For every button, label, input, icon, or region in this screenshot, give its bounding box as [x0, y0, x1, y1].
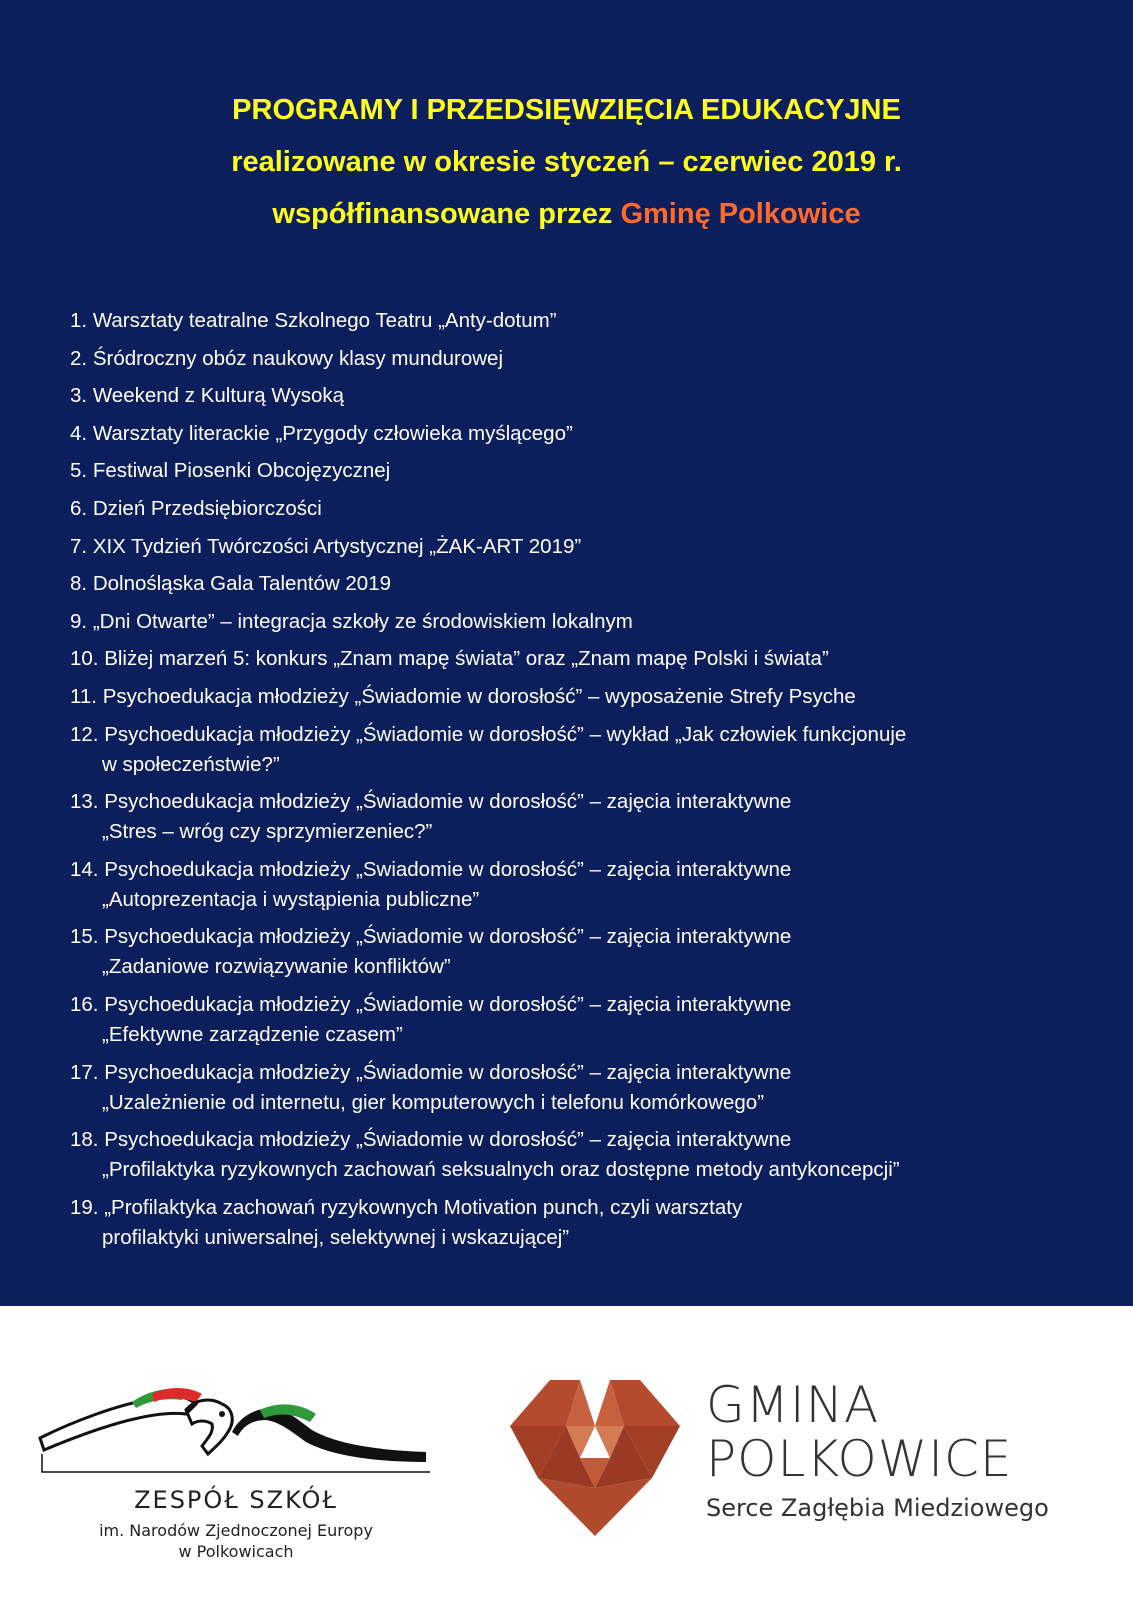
list-item-continuation: „Autoprezentacja i wystąpienia publiczne” [102, 887, 480, 911]
list-item [70, 381, 1070, 411]
list-item [70, 1193, 1070, 1253]
list-item-number: 6. [70, 496, 88, 520]
gmina-name-line-2: POLKOWICE [706, 1430, 1013, 1488]
list-item [70, 990, 1070, 1050]
list-item-number: 10. [70, 647, 99, 671]
list-item-number: 12. [70, 722, 99, 746]
heading-line-3-prefix: współfinansowane przez [272, 198, 613, 230]
list-item [70, 456, 1070, 486]
list-item-text: Bliżej marzeń 5: konkurs „Znam mapę świata” oraz „Znam mapę Polski i świata” [104, 647, 829, 671]
list-item-number: 19. [70, 1195, 99, 1219]
list-item-number: 8. [70, 572, 88, 596]
list-item [70, 1125, 1070, 1185]
footer [0, 1306, 1133, 1602]
school-subtitle-line-2: w Polkowicach [178, 1542, 294, 1561]
heading-line-1: PROGRAMY I PRZEDSIĘWZIĘCIA EDUKACYJNE [232, 94, 901, 126]
list-item-number: 15. [70, 925, 99, 949]
list-item [70, 855, 1070, 915]
heading-line-3 [0, 188, 1133, 240]
list-item-text: Psychoedukacja młodzieży „Świadomie w dorosłość” – zajęcia interaktywne [104, 1060, 792, 1084]
school-logo [36, 1380, 436, 1590]
list-item-text: Psychoedukacja młodzieży „Świadomie w dorosłość” – zajęcia interaktywne [104, 1128, 792, 1152]
list-item-text: XIX Tydzień Twórczości Artystycznej „ŻAK-ART 2019” [92, 534, 582, 558]
list-item-continuation: „Zadaniowe rozwiązywanie konfliktów” [102, 955, 451, 979]
list-item-continuation: „Stres – wróg czy sprzymierzeniec?” [102, 820, 433, 844]
list-item-text: Warsztaty literackie „Przygody człowieka myślącego” [92, 421, 573, 445]
list-item-number: 14. [70, 857, 99, 881]
list-item-text: Psychoedukacja młodzieży „Świadomie w dorosłość” – zajęcia interaktywne [104, 925, 792, 949]
list-item [70, 720, 1070, 780]
list-item-text: Dolnośląska Gala Talentów 2019 [92, 572, 392, 596]
heading-line-2: realizowane w okresie styczeń – czerwiec 2019 r. [231, 146, 902, 178]
list-item-text: Dzień Przedsiębiorczości [92, 496, 322, 520]
list-item-number: 7. [70, 534, 88, 558]
list-item-text: „Dni Otwarte” – integracja szkoły ze środowiskiem lokalnym [92, 609, 633, 633]
gmina-name-line-1: GMINA [706, 1376, 880, 1434]
list-item [70, 787, 1070, 847]
list-item-text: „Profilaktyka zachowań ryzykownych Motivation punch, czyli warsztaty [104, 1195, 743, 1219]
list-item-text: Śródroczny obóz naukowy klasy mundurowej [92, 346, 504, 370]
list-item-text: Festiwal Piosenki Obcojęzycznej [92, 459, 391, 483]
program-list [70, 306, 1070, 1260]
list-item-number: 1. [70, 309, 88, 332]
list-item-number: 17. [70, 1060, 99, 1084]
list-item-text: Psychoedukacja młodzieży „Swiadomie w dorosłość” – zajęcia interaktywne [104, 857, 792, 881]
list-item [70, 494, 1070, 524]
list-item-number: 4. [70, 421, 88, 445]
list-item-text: Psychoedukacja młodzieży „Świadomie w dorosłość” – wyposażenie Strefy Psyche [102, 684, 856, 708]
list-item-number: 11. [70, 684, 97, 708]
school-subtitle [36, 1520, 436, 1562]
school-name: ZESPÓŁ SZKÓŁ [134, 1486, 338, 1514]
list-item-text: Psychoedukacja młodzieży „Świadomie w dorosłość” – wykład „Jak człowiek funkcjonuje [104, 722, 907, 746]
list-item-continuation: „Profilaktyka ryzykownych zachowań seksualnych oraz dostępne metody antykoncepcji” [102, 1158, 900, 1182]
list-item-number: 2. [70, 346, 88, 370]
heart-logo-icon [510, 1378, 680, 1538]
list-item-continuation: w społeczeństwie?” [102, 752, 280, 776]
poster-heading [0, 84, 1133, 240]
list-item-number: 3. [70, 384, 88, 408]
list-item-number: 16. [70, 992, 99, 1016]
list-item-number: 9. [70, 609, 88, 633]
list-item-text: Psychoedukacja młodzieży „Świadomie w dorosłość” – zajęcia interaktywne [104, 790, 792, 814]
heading-line-3-accent: Gminę Polkowice [620, 198, 861, 230]
list-item [70, 607, 1070, 637]
list-item-number: 18. [70, 1128, 99, 1152]
list-item [70, 569, 1070, 599]
list-item [70, 644, 1070, 674]
eagle-emblem-icon [36, 1380, 436, 1490]
list-item-continuation: „Efektywne zarządzenie czasem” [102, 1022, 403, 1046]
list-item-continuation: „Uzależnienie od internetu, gier komputerowych i telefonu komórkowego” [102, 1090, 765, 1114]
list-item [70, 344, 1070, 374]
list-item [70, 922, 1070, 982]
list-item [70, 306, 1070, 336]
gmina-tagline: Serce Zagłębia Miedziowego [706, 1494, 1049, 1522]
list-item-number: 13. [70, 790, 99, 814]
list-item-text: Weekend z Kulturą Wysoką [92, 384, 345, 408]
list-item [70, 419, 1070, 449]
list-item [70, 682, 1070, 712]
school-subtitle-line-1: im. Narodów Zjednoczonej Europy [99, 1521, 373, 1540]
list-item [70, 1058, 1070, 1118]
list-item-number: 5. [70, 459, 88, 483]
list-item-text: Warsztaty teatralne Szkolnego Teatru „Anty-dotum” [92, 309, 557, 332]
gmina-logo [510, 1378, 1110, 1578]
list-item [70, 532, 1070, 562]
gmina-name [706, 1378, 1012, 1486]
list-item-continuation: profilaktyki uniwersalnej, selektywnej i wskazującej” [102, 1225, 570, 1249]
list-item-text: Psychoedukacja młodzieży „Świadomie w dorosłość” – zajęcia interaktywne [104, 992, 792, 1016]
